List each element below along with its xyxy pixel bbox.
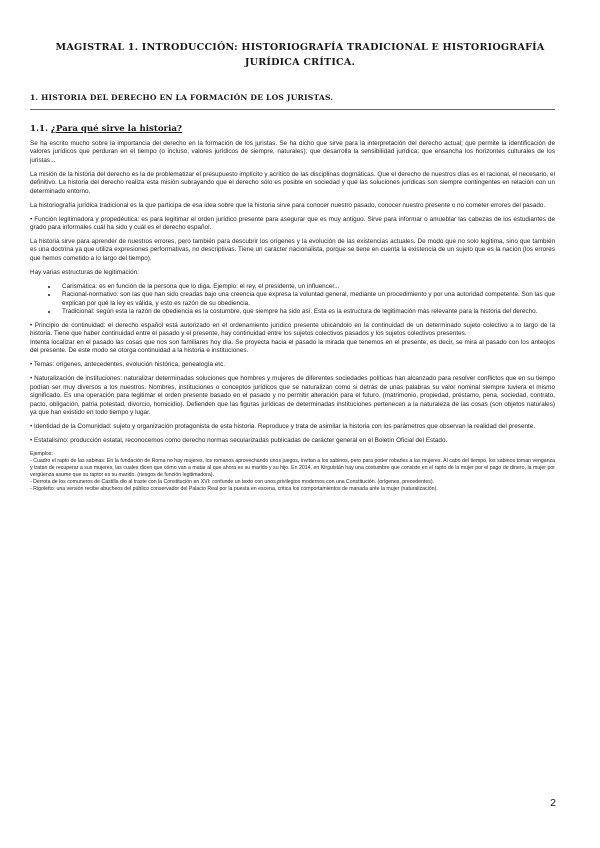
list-item: • Racional-normativo: son las que han sido creadas bajo una creencia que expresa la voluntad general, mediante un procedimiento y por una autoridad competente. Son las que explican por qué la ley es válida, y esto es razón de su obediencia. (58, 291, 555, 308)
paragraph: Se ha escrito mucho sobre la importancia del derecho en la formación de los juristas. Se ha dicho que sirve para la interpretación del derecho actual; que permite la identificación de valores jurídicos que perduran en el tiempo (o incluso, valores jurídicos de siempre, naturales); que desarrolla la sensibilidad jurídica; que ensancha los horizontes culturales de los juristas... (30, 140, 555, 164)
paragraph: • Estatalismo: producción estatal, reconocemos como derecho normas secularizadas publicadas de carácter general en el Boletín Oficial del Estado. (30, 436, 448, 444)
example-item: - Cuadro el rapto de las sabinas: En la fundación de Roma no hay mujeres, los romanos aprovechando unos juegos, invitan a los sabinos, pero para poder robarles a las mujeres. Al cabo del tiempo, los sabinos toman venganza y tratan de recuperar a sus mujeres, las cuales dicen que cómo van a matar al que ahora es su marido y su hijo. En 2014, en Kirguistán hay una costumbre que consiste en el rapto de la mujer por el pago de dinero, la mujer por vergüenza asume que su raptor es su marido. (riesgos de función legitimadora). (30, 457, 555, 478)
examples-block (30, 451, 555, 493)
document-title: MAGISTRAL 1. INTRODUCCIÓN: HISTORIOGRAFÍA TRADICIONAL E HISTORIOGRAFÍA JURÍDICA CRÍTICA. (55, 42, 545, 68)
list-item: • Carismática: es en función de la persona que lo diga. Ejemplo: el rey, el presidente, un influencer... (58, 283, 555, 291)
paragraph: • Identidad de la Comunidad: sujeto y organización protagonista de esta historia. Reproduce y trata de asimilar la historia con los parámetros que observan la realidad del presente. (30, 422, 536, 430)
example-item: - Rigoletto: una versión recibe abucheos del público conservador del Palacio Real por la puesta en escena, critica los comportamientos de manada ante la mujer (naturalización). (30, 485, 438, 492)
paragraph: La historiografía jurídica tradicional es la que participa de esa idea sobre que la historia sirve para conocer nuestro pasado, conocer nuestro presente o no cometer errores del pasado. (30, 201, 546, 209)
paragraph: • Función legitimadora y propedéutica: es para legitimar el orden jurídico presente para asegurar que es muy antiguo. Sirve para informar o amueblar las cabezas de los estudiantes de grado para informales cuál ha sido y cuál es el derecho español. (30, 215, 555, 232)
subsection-title: ¿Para qué sirve la historia? (50, 124, 182, 134)
examples-heading: Ejemplos: (30, 450, 53, 457)
section-divider (30, 109, 555, 110)
legitimation-list (30, 283, 555, 317)
paragraph: La historia sirve para aprender de nuestros errores, pero también para descubrir los orígenes y la evolución de las existencias actuales. De modo que no solo legitima, sino que también es una doctrina ya que utiliza expresiones performativas, no descriptivas. Tiene un carácter nacionalista, porque se tiene en cuenta la existencia de un sujeto que es la nación (los errores que hemos cometido a lo largo del tiempo). (30, 238, 555, 262)
list-item: • Tradicional: según esta la razón de obediencia es la costumbre, que siempre ha sido así. Esta es la estructura de legitimación más relevante para la historia del derecho. (58, 308, 555, 316)
page-number: 2 (550, 797, 556, 809)
subsection-heading (30, 124, 570, 135)
section-heading: 1. HISTORIA DEL DERECHO EN LA FORMACIÓN DE LOS JURISTAS. (30, 93, 334, 102)
example-item: - Derrota de los comuneros de Castilla dio al traste con la Constitución en XVI: confunde un texto con unos privilegios modernos con una Constitución. (orígenes, precedentes). (30, 478, 434, 485)
document-body (30, 140, 555, 493)
paragraph: • Temas: orígenes, antecedentes, evolución histórica, genealogía etc. (30, 361, 226, 369)
paragraph: La misión de la historia del derecho es la de problematizar el presupuesto implícito y acrítico de las disciplinas dogmáticas. Que el derecho de nuestros días es el racional, el necesario, el definitivo. La historia del derecho realiza esta misión subrayando que el derecho sólo es posible en sociedad y que las soluciones jurídicas son siempre contingentes en relación con un determinado entorno. (30, 170, 555, 195)
subsection-number: 1.1. (30, 124, 48, 134)
paragraph: • Naturalización de instituciones: naturalizar determinadas soluciones que hombres y mujeres de diferentes sociedades políticas han alcanzado para resolver conflictos que en su tiempo podían ser muy diversos a los nuestros. Nombres, instituciones o conceptos jurídicos que se naturalizan como si detrás de unas palabras su valor nominal siempre tuviera el mismo significado. Es una operación para legitimar el orden presente basado en el pasado y no permitir alteración para el futuro. (matrimonio, propiedad, préstamo, pena, sociedad, contrato, pacto, obligación, patria potestad, divorcio, homicidio). Defienden que las figuras jurídicas de determinadas instituciones pertenecen a la naturaleza de las cosas (son objetos naturales) ya que han existido en todo tiempo y lugar. (30, 375, 555, 416)
paragraph: • Principio de continuidad: el derecho español está autorizado en el ordenamiento jurídico presente ubicándolo en la continuidad de un determinado sujeto colectivo a lo largo de la historia. Tiene que haber continuidad entre el pasado y el presente, hay continuidad entre los sujetos colectivos pasados y los sujetos colectivos presentes. (30, 322, 555, 338)
paragraph: Hay varias estructuras de legitimación: (30, 268, 139, 276)
paragraph: Intenta localizar en el pasado las cosas que nos son familiares hoy día. Se proyecta hacia el pasado la mirada que tenemos en el presente, es decir, se mira al pasado con los anteojos del presente. De este modo se otorga continuidad a la historia e instituciones. (30, 338, 555, 355)
